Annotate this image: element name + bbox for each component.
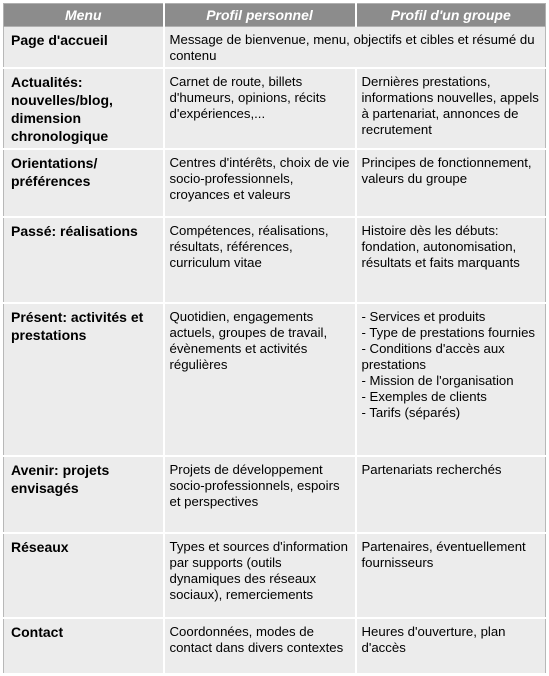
table-row [4, 217, 546, 303]
row-groupe-cell: Dernières prestations, informations nouvelles, appels à partenariat, annonces de recrutement [356, 68, 546, 149]
row-personnel-cell: Types et sources d'information par supports (outils dynamiques des réseaux sociaux), remerciements [164, 533, 356, 618]
row-menu-label: Actualités: nouvelles/blog, dimension chronologique [4, 68, 164, 149]
row-menu-label: Orientations/ préférences [4, 149, 164, 217]
row-groupe-cell: Partenariats recherchés [356, 456, 546, 533]
row-personnel-cell: Compétences, réalisations, résultats, références, curriculum vitae [164, 217, 356, 303]
profile-content-table [3, 3, 546, 675]
table-row [4, 456, 546, 533]
table-row [4, 303, 546, 456]
table-row [4, 618, 546, 674]
row-groupe-cell: Principes de fonctionnement, valeurs du groupe [356, 149, 546, 217]
row-menu-label: Présent: activités et prestations [4, 303, 164, 456]
row-menu-label: Contact [4, 618, 164, 674]
row-personnel-cell: Quotidien, engagements actuels, groupes de travail, évènements et activités régulières [164, 303, 356, 456]
header-profil-groupe: Profil d'un groupe [356, 4, 546, 27]
row-groupe-cell: - Services et produits - Type de prestations fournies - Conditions d'accès aux prestations - Mission de l'organisation - Exemples de clients - Tarifs (séparés) [356, 303, 546, 456]
row-groupe-cell: Heures d'ouverture, plan d'accès [356, 618, 546, 674]
table-row [4, 68, 546, 149]
header-profil-personnel: Profil personnel [164, 4, 356, 27]
row-menu-label: Page d'accueil [4, 27, 164, 69]
row-personnel-cell: Projets de développement socio-professionnels, espoirs et perspectives [164, 456, 356, 533]
row-groupe-cell: Partenaires, éventuellement fournisseurs [356, 533, 546, 618]
row-personnel-cell: Coordonnées, modes de contact dans divers contextes [164, 618, 356, 674]
row-personnel-cell: Centres d'intérêts, choix de vie socio-professionnels, croyances et valeurs [164, 149, 356, 217]
row-menu-label: Passé: réalisations [4, 217, 164, 303]
row-groupe-cell: Histoire dès les débuts: fondation, autonomisation, résultats et faits marquants [356, 217, 546, 303]
row-menu-label: Réseaux [4, 533, 164, 618]
row-personnel-cell: Carnet de route, billets d'humeurs, opinions, récits d'expériences,... [164, 68, 356, 149]
table-row [4, 27, 546, 69]
table-row [4, 149, 546, 217]
row-personnel-cell: Message de bienvenue, menu, objectifs et cibles et résumé du contenu [164, 27, 546, 69]
table-header-row [4, 4, 546, 27]
table-row [4, 533, 546, 618]
row-menu-label: Avenir: projets envisagés [4, 456, 164, 533]
header-menu: Menu [4, 4, 164, 27]
